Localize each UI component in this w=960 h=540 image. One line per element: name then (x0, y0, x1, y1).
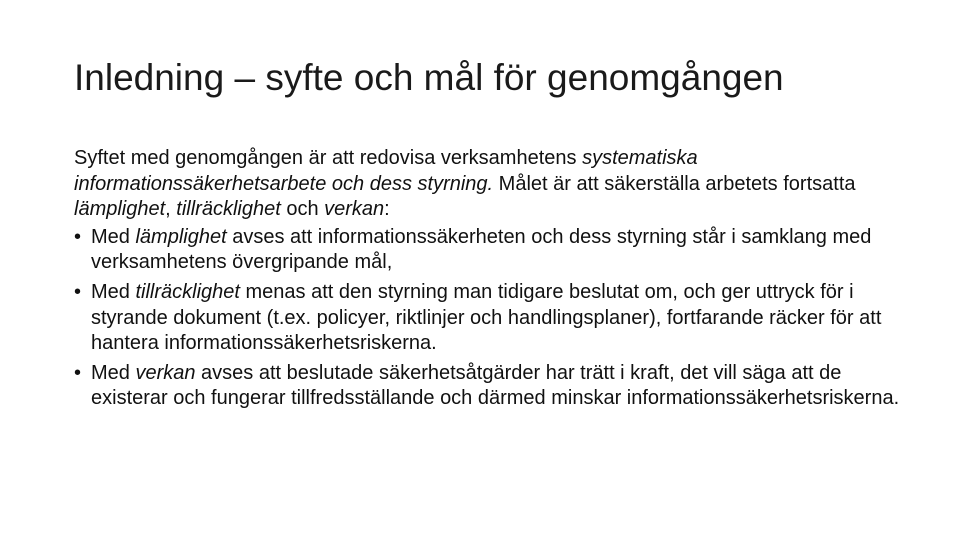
bullet-term: tillräcklighet (135, 280, 240, 303)
term-verkan: verkan (324, 198, 385, 221)
slide-title: Inledning – syfte och mål för genomgången (74, 57, 784, 98)
intro-paragraph (74, 146, 904, 223)
bullet-list (74, 225, 904, 412)
bullet-lead: Med (91, 225, 136, 248)
intro-separator-2: och (280, 198, 325, 221)
intro-text-2: Målet är att säkerställa arbetets fortsatta (493, 172, 856, 195)
bullet-lead: Med (91, 280, 136, 303)
bullet-item-tillracklighet (74, 280, 904, 357)
bullet-term: lämplighet (135, 225, 227, 248)
bullet-text: avses att beslutade säkerhetsåtgärder har trätt i kraft, det vill säga att de existerar och fungerar tillfredsställande och därmed minskar informationssäkerhetsriskerna. (91, 361, 900, 410)
intro-end: : (384, 198, 390, 221)
slide-body (74, 146, 904, 416)
intro-text-1: Syftet med genomgången är att redovisa verksamhetens (74, 147, 583, 169)
intro-emphasis: systematiska informationssäkerhetsarbete och dess styrning. (74, 147, 698, 195)
bullet-term: verkan (135, 361, 196, 384)
intro-separator-1: , (165, 198, 177, 221)
bullet-item-lamplighet (74, 225, 904, 276)
term-tillracklighet: tillräcklighet (176, 198, 281, 221)
bullet-text: menas att den styrning man tidigare beslutat om, och ger uttryck för i styrande dokument (t.ex. policyer, riktlinjer och handlingsplaner), fortfarande räcker för att hantera informationssäkerhetsriskerna. (91, 280, 882, 355)
bullet-text: avses att informationssäkerheten och dess styrning står i samklang med verksamhetens övergripande mål, (91, 225, 872, 274)
bullet-lead: Med (91, 361, 136, 384)
bullet-item-verkan (74, 361, 904, 412)
term-lamplighet: lämplighet (74, 198, 166, 221)
